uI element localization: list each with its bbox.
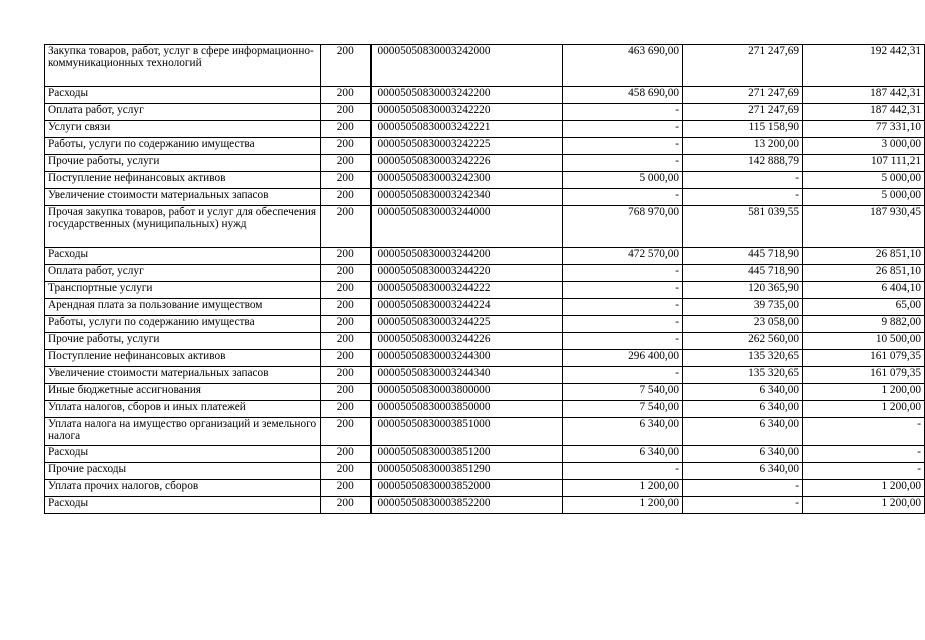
row-code-cell: 200 <box>321 171 371 188</box>
row-approved-cell: - <box>563 366 683 383</box>
row-approved-cell: 472 570,00 <box>563 247 683 264</box>
row-kbk-cell: 00005050830003242300 <box>371 171 563 188</box>
row-name-cell: Закупка товаров, работ, услуг в сфере информационно-коммуникационных технологий <box>45 45 321 87</box>
row-executed-cell: 6 340,00 <box>683 463 803 480</box>
row-approved-cell: - <box>563 188 683 205</box>
row-executed-cell: 135 320,65 <box>683 366 803 383</box>
row-executed-cell: 120 365,90 <box>683 281 803 298</box>
table-row <box>45 417 925 446</box>
row-code-cell: 200 <box>321 349 371 366</box>
row-code-cell: 200 <box>321 497 371 514</box>
row-name-cell: Прочие работы, услуги <box>45 332 321 349</box>
row-code-cell: 200 <box>321 188 371 205</box>
row-name-cell: Уплата налогов, сборов и иных платежей <box>45 400 321 417</box>
row-remaining-cell: 187 442,31 <box>803 103 925 120</box>
row-executed-cell: 115 158,90 <box>683 120 803 137</box>
row-name-cell: Работы, услуги по содержанию имущества <box>45 137 321 154</box>
row-remaining-cell: 1 200,00 <box>803 400 925 417</box>
row-code-cell: 200 <box>321 463 371 480</box>
row-kbk-cell: 00005050830003851290 <box>371 463 563 480</box>
row-remaining-cell: 10 500,00 <box>803 332 925 349</box>
row-executed-cell: 271 247,69 <box>683 86 803 103</box>
row-executed-cell: 445 718,90 <box>683 247 803 264</box>
table-row <box>45 383 925 400</box>
row-remaining-cell: 26 851,10 <box>803 247 925 264</box>
row-remaining-cell: 5 000,00 <box>803 171 925 188</box>
row-approved-cell: 7 540,00 <box>563 383 683 400</box>
row-name-cell: Арендная плата за пользование имуществом <box>45 298 321 315</box>
row-remaining-cell: 187 442,31 <box>803 86 925 103</box>
row-code-cell: 200 <box>321 480 371 497</box>
table-row <box>45 103 925 120</box>
table-row <box>45 366 925 383</box>
row-name-cell: Работы, услуги по содержанию имущества <box>45 315 321 332</box>
row-executed-cell: 271 247,69 <box>683 103 803 120</box>
table-row <box>45 480 925 497</box>
row-remaining-cell: 1 200,00 <box>803 497 925 514</box>
row-remaining-cell: 1 200,00 <box>803 383 925 400</box>
row-remaining-cell: 161 079,35 <box>803 349 925 366</box>
row-kbk-cell: 00005050830003852200 <box>371 497 563 514</box>
row-name-cell: Транспортные услуги <box>45 281 321 298</box>
row-kbk-cell: 00005050830003850000 <box>371 400 563 417</box>
row-kbk-cell: 00005050830003242200 <box>371 86 563 103</box>
row-approved-cell: - <box>563 298 683 315</box>
row-kbk-cell: 00005050830003242226 <box>371 154 563 171</box>
row-remaining-cell: 5 000,00 <box>803 188 925 205</box>
row-approved-cell: 463 690,00 <box>563 45 683 87</box>
row-code-cell: 200 <box>321 446 371 463</box>
row-approved-cell: 768 970,00 <box>563 205 683 247</box>
row-name-cell: Прочие работы, услуги <box>45 154 321 171</box>
table-row <box>45 188 925 205</box>
row-code-cell: 200 <box>321 45 371 87</box>
row-code-cell: 200 <box>321 315 371 332</box>
row-name-cell: Увеличение стоимости материальных запасов <box>45 188 321 205</box>
row-approved-cell: - <box>563 332 683 349</box>
row-code-cell: 200 <box>321 205 371 247</box>
row-kbk-cell: 00005050830003242220 <box>371 103 563 120</box>
row-remaining-cell: - <box>803 446 925 463</box>
table-row <box>45 171 925 188</box>
table-row <box>45 86 925 103</box>
row-kbk-cell: 00005050830003852000 <box>371 480 563 497</box>
table-row <box>45 247 925 264</box>
row-approved-cell: 1 200,00 <box>563 480 683 497</box>
row-approved-cell: - <box>563 315 683 332</box>
row-kbk-cell: 00005050830003851000 <box>371 417 563 446</box>
row-kbk-cell: 00005050830003800000 <box>371 383 563 400</box>
row-kbk-cell: 00005050830003242340 <box>371 188 563 205</box>
row-remaining-cell: 77 331,10 <box>803 120 925 137</box>
row-name-cell: Уплата налога на имущество организаций и земельного налога <box>45 417 321 446</box>
row-code-cell: 200 <box>321 417 371 446</box>
row-remaining-cell: 192 442,31 <box>803 45 925 87</box>
table-row <box>45 45 925 87</box>
row-executed-cell: 13 200,00 <box>683 137 803 154</box>
row-name-cell: Иные бюджетные ассигнования <box>45 383 321 400</box>
table-row <box>45 264 925 281</box>
row-kbk-cell: 00005050830003244224 <box>371 298 563 315</box>
row-executed-cell: 262 560,00 <box>683 332 803 349</box>
table-row <box>45 497 925 514</box>
row-executed-cell: 445 718,90 <box>683 264 803 281</box>
row-executed-cell: 142 888,79 <box>683 154 803 171</box>
row-name-cell: Прочая закупка товаров, работ и услуг для обеспечения государственных (муниципальных) нужд <box>45 205 321 247</box>
row-approved-cell: - <box>563 154 683 171</box>
row-code-cell: 200 <box>321 281 371 298</box>
row-approved-cell: 458 690,00 <box>563 86 683 103</box>
row-code-cell: 200 <box>321 366 371 383</box>
row-kbk-cell: 00005050830003242221 <box>371 120 563 137</box>
row-name-cell: Оплата работ, услуг <box>45 103 321 120</box>
row-kbk-cell: 00005050830003244000 <box>371 205 563 247</box>
row-kbk-cell: 00005050830003244226 <box>371 332 563 349</box>
row-name-cell: Расходы <box>45 446 321 463</box>
row-remaining-cell: 1 200,00 <box>803 480 925 497</box>
row-code-cell: 200 <box>321 137 371 154</box>
table-row <box>45 349 925 366</box>
row-approved-cell: 6 340,00 <box>563 446 683 463</box>
row-kbk-cell: 00005050830003244222 <box>371 281 563 298</box>
row-remaining-cell: 9 882,00 <box>803 315 925 332</box>
row-kbk-cell: 00005050830003244200 <box>371 247 563 264</box>
table-row <box>45 120 925 137</box>
table-row <box>45 137 925 154</box>
row-remaining-cell: - <box>803 417 925 446</box>
table-row <box>45 298 925 315</box>
row-approved-cell: 5 000,00 <box>563 171 683 188</box>
table-row <box>45 400 925 417</box>
row-approved-cell: - <box>563 281 683 298</box>
row-approved-cell: - <box>563 103 683 120</box>
row-executed-cell: 6 340,00 <box>683 400 803 417</box>
table-row <box>45 332 925 349</box>
table-row <box>45 315 925 332</box>
row-remaining-cell: 6 404,10 <box>803 281 925 298</box>
row-kbk-cell: 00005050830003242225 <box>371 137 563 154</box>
budget-execution-table <box>44 44 925 514</box>
table-row <box>45 281 925 298</box>
row-approved-cell: - <box>563 264 683 281</box>
row-name-cell: Поступление нефинансовых активов <box>45 171 321 188</box>
row-executed-cell: 271 247,69 <box>683 45 803 87</box>
row-remaining-cell: 107 111,21 <box>803 154 925 171</box>
row-kbk-cell: 00005050830003242000 <box>371 45 563 87</box>
row-executed-cell: 6 340,00 <box>683 417 803 446</box>
row-name-cell: Оплата работ, услуг <box>45 264 321 281</box>
row-name-cell: Услуги связи <box>45 120 321 137</box>
row-approved-cell: 296 400,00 <box>563 349 683 366</box>
row-code-cell: 200 <box>321 86 371 103</box>
row-executed-cell: 39 735,00 <box>683 298 803 315</box>
row-code-cell: 200 <box>321 120 371 137</box>
row-executed-cell: 23 058,00 <box>683 315 803 332</box>
table-row <box>45 463 925 480</box>
row-name-cell: Уплата прочих налогов, сборов <box>45 480 321 497</box>
table-row <box>45 205 925 247</box>
row-executed-cell: - <box>683 171 803 188</box>
row-code-cell: 200 <box>321 332 371 349</box>
table-body <box>45 45 925 514</box>
row-executed-cell: - <box>683 480 803 497</box>
row-name-cell: Увеличение стоимости материальных запасов <box>45 366 321 383</box>
row-approved-cell: - <box>563 137 683 154</box>
row-remaining-cell: 26 851,10 <box>803 264 925 281</box>
row-code-cell: 200 <box>321 103 371 120</box>
table-row <box>45 154 925 171</box>
row-approved-cell: 7 540,00 <box>563 400 683 417</box>
row-code-cell: 200 <box>321 298 371 315</box>
row-code-cell: 200 <box>321 400 371 417</box>
row-kbk-cell: 00005050830003244220 <box>371 264 563 281</box>
row-name-cell: Поступление нефинансовых активов <box>45 349 321 366</box>
row-code-cell: 200 <box>321 264 371 281</box>
row-name-cell: Расходы <box>45 497 321 514</box>
row-approved-cell: 1 200,00 <box>563 497 683 514</box>
row-code-cell: 200 <box>321 154 371 171</box>
row-name-cell: Расходы <box>45 247 321 264</box>
row-code-cell: 200 <box>321 383 371 400</box>
row-kbk-cell: 00005050830003244340 <box>371 366 563 383</box>
row-remaining-cell: 161 079,35 <box>803 366 925 383</box>
row-kbk-cell: 00005050830003244300 <box>371 349 563 366</box>
row-approved-cell: - <box>563 463 683 480</box>
row-remaining-cell: 65,00 <box>803 298 925 315</box>
row-code-cell: 200 <box>321 247 371 264</box>
row-approved-cell: - <box>563 120 683 137</box>
row-remaining-cell: - <box>803 463 925 480</box>
table-row <box>45 446 925 463</box>
row-executed-cell: - <box>683 188 803 205</box>
row-name-cell: Расходы <box>45 86 321 103</box>
row-executed-cell: 581 039,55 <box>683 205 803 247</box>
row-kbk-cell: 00005050830003851200 <box>371 446 563 463</box>
row-executed-cell: - <box>683 497 803 514</box>
row-executed-cell: 6 340,00 <box>683 446 803 463</box>
row-executed-cell: 135 320,65 <box>683 349 803 366</box>
row-name-cell: Прочие расходы <box>45 463 321 480</box>
row-executed-cell: 6 340,00 <box>683 383 803 400</box>
row-kbk-cell: 00005050830003244225 <box>371 315 563 332</box>
row-remaining-cell: 3 000,00 <box>803 137 925 154</box>
row-approved-cell: 6 340,00 <box>563 417 683 446</box>
row-remaining-cell: 187 930,45 <box>803 205 925 247</box>
